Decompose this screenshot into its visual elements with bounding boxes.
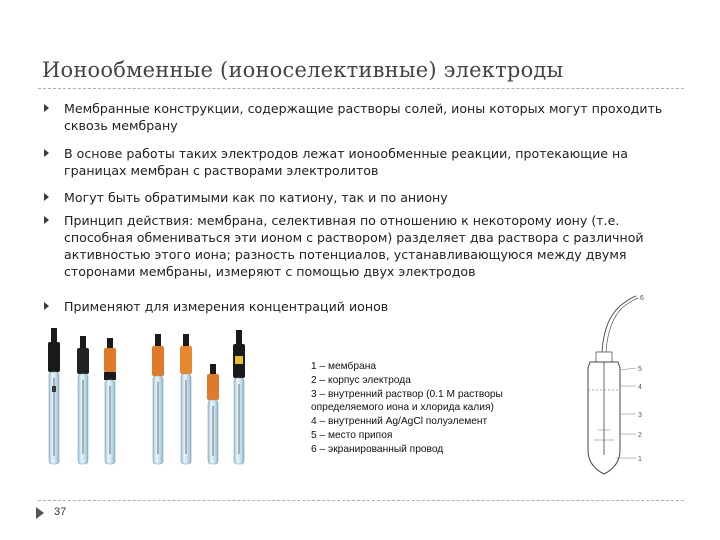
electrode-3 bbox=[104, 338, 116, 464]
electrode-2 bbox=[77, 336, 89, 464]
diagram-leader bbox=[620, 368, 636, 370]
diagram-label: 5 bbox=[638, 366, 642, 373]
legend-item: 5 – место припоя bbox=[311, 429, 393, 441]
legend-item: определяемого иона и хлорида калия) bbox=[311, 402, 494, 414]
bullet-item bbox=[44, 189, 448, 206]
bullet-item bbox=[44, 100, 684, 134]
electrode-1 bbox=[48, 328, 60, 464]
diagram-label: 6 bbox=[640, 295, 644, 302]
electrode-7 bbox=[233, 330, 245, 464]
diagram-label: 2 bbox=[638, 432, 642, 439]
legend bbox=[311, 360, 556, 457]
bullet-text: Применяют для измерения концентраций ионов bbox=[64, 299, 389, 314]
diagram-cap bbox=[596, 352, 612, 362]
legend-item: 1 – мембрана bbox=[311, 361, 377, 372]
diagram-label: 3 bbox=[638, 412, 642, 419]
bullet-arrow-icon bbox=[44, 149, 49, 157]
bullet-item bbox=[44, 145, 684, 179]
bullet-arrow-icon bbox=[44, 104, 49, 112]
bullet-item bbox=[44, 212, 684, 280]
legend-item: 6 – экранированный провод bbox=[311, 443, 444, 455]
footer-triangle-icon bbox=[36, 507, 44, 519]
bullet-arrow-icon bbox=[44, 193, 49, 201]
page-number: 37 bbox=[54, 506, 67, 518]
bullet-text: Мембранные конструкции, содержащие растворы солей, ионы которых могут проходить сквозь мембрану bbox=[64, 101, 663, 133]
legend-item: 3 – внутренний раствор (0.1 М растворы bbox=[311, 388, 503, 400]
legend-item: 2 – корпус электрода bbox=[311, 374, 411, 386]
diagram-label: 1 bbox=[638, 456, 642, 463]
electrode-diagram bbox=[560, 290, 670, 480]
footer-divider bbox=[38, 500, 684, 501]
diagram-label: 4 bbox=[638, 384, 642, 391]
electrode-4 bbox=[152, 334, 164, 464]
electrode-5 bbox=[180, 334, 192, 464]
bullet-text: В основе работы таких электродов лежат ионообменные реакции, протекающие на границах мембран с растворами электролитов bbox=[64, 146, 628, 178]
slide-title: Ионообменные (ионоселективные) электроды bbox=[42, 58, 564, 82]
electrodes-photo bbox=[38, 326, 270, 476]
diagram-wire-inner bbox=[606, 298, 638, 352]
bullet-text: Принцип действия: мембрана, селективная по отношению к некоторому иону (т.е. способная обмениваться эти ионом с раствором) разделяет два раствора с различной активностью этого иона; разность потенциалов, устанавливающуюся между двумя сторонами мембраны, измеряют с помощью двух электродов bbox=[64, 213, 644, 279]
bullet-item bbox=[44, 298, 388, 315]
bullet-arrow-icon bbox=[44, 302, 49, 310]
bullet-arrow-icon bbox=[44, 216, 49, 224]
legend-item: 4 – внутренний Ag/AgCl полуэлемент bbox=[311, 416, 488, 428]
bullet-text: Могут быть обратимыми как по катиону, так и по аниону bbox=[64, 190, 448, 205]
electrode-6 bbox=[207, 364, 219, 464]
title-divider bbox=[38, 88, 684, 89]
